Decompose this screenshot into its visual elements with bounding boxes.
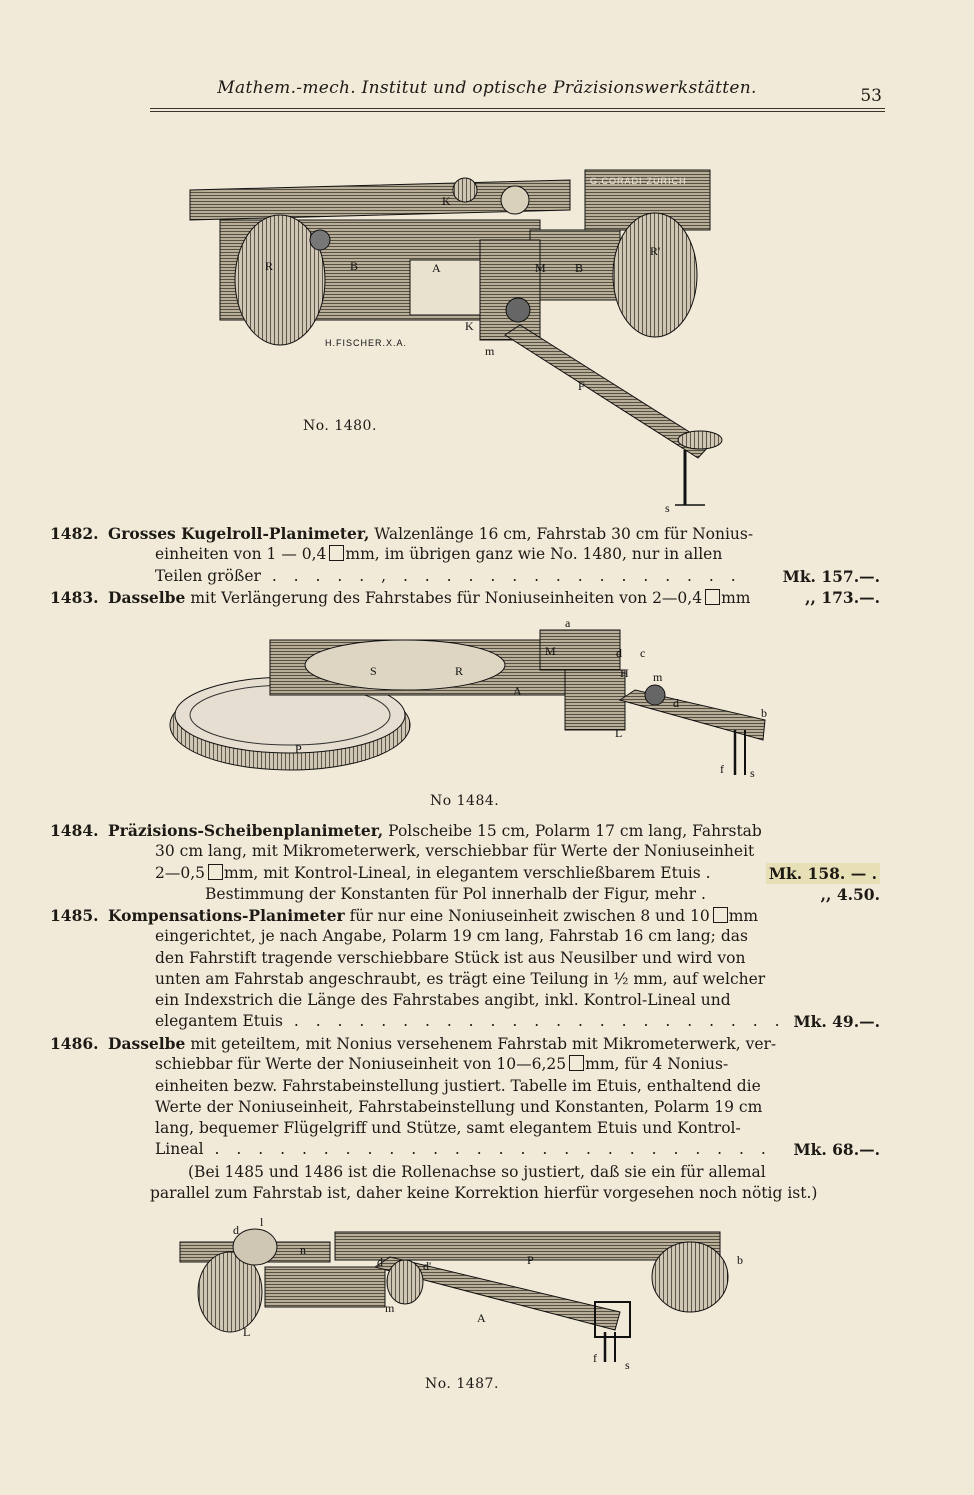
entry-1483 — [50, 587, 880, 608]
svg-text:A: A — [477, 1311, 486, 1325]
leader-dots: . . . . . . . . . . . . . . . . . . . . . . . — [282, 1012, 786, 1031]
entry-text: mit Verlängerung des Fahrstabes für Noniuseinheiten von 2—0,4 — [190, 589, 703, 607]
entry-text: eingerichtet, je nach Angabe, Polarm 19 cm lang, Fahrstab 16 cm lang; das — [155, 927, 748, 946]
entry-number: 1485. — [50, 906, 99, 925]
figure-1484-illustration — [165, 615, 780, 790]
svg-text:H.FISCHER.X.A.: H.FISCHER.X.A. — [325, 338, 408, 348]
svg-text:F: F — [578, 379, 585, 393]
entry-text: 2—0,5 — [155, 863, 206, 882]
square-symbol — [208, 864, 223, 880]
svg-text:b: b — [737, 1253, 743, 1267]
entry-text: einheiten bezw. Fahrstabeinstellung justiert. Tabelle im Etuis, enthaltend die — [155, 1076, 761, 1095]
svg-text:B: B — [350, 259, 359, 273]
svg-text:B: B — [575, 261, 584, 275]
entry-text: Walzenlänge 16 cm, Fahrstab 30 cm für Nonius- — [374, 525, 754, 543]
svg-text:d: d — [616, 646, 622, 660]
entry-text: mm — [728, 907, 759, 925]
entry-number: 1483. — [50, 588, 99, 607]
square-symbol — [329, 545, 344, 561]
header-rule-bottom — [150, 111, 885, 112]
svg-text:M: M — [545, 644, 556, 658]
entry-text: lang, bequemer Flügelgriff und Stütze, samt elegantem Etuis und Kontrol- — [155, 1119, 741, 1138]
square-symbol — [569, 1055, 584, 1071]
entry-text: mit geteiltem, mit Nonius versehenem Fahrstab mit Mikrometerwerk, ver- — [190, 1035, 777, 1053]
footnote-line: parallel zum Fahrstab ist, daher keine Korrektion hierfür vorgesehen noch nötig ist.) — [150, 1184, 818, 1203]
figure-1487-illustration — [175, 1212, 765, 1377]
svg-text:m: m — [485, 344, 495, 358]
entry-text: Bestimmung der Konstanten für Pol innerhalb der Figur, mehr . — [205, 884, 706, 903]
entry-text: schiebbar für Werte der Noniuseinheit von 10—6,25 — [155, 1055, 567, 1074]
page-number: 53 — [860, 86, 882, 106]
svg-text:s: s — [665, 501, 670, 515]
footnote-line: (Bei 1485 und 1486 ist die Rollenachse so justiert, daß sie ein für allemal — [188, 1163, 766, 1181]
entry-text: einheiten von 1 — 0,4 — [155, 545, 327, 564]
entry-number: 1484. — [50, 821, 99, 840]
svg-text:H: H — [620, 666, 629, 680]
entry-text: Lineal — [155, 1140, 204, 1159]
entry-text: den Fahrstift tragende verschiebbare Stück ist aus Neusilber und wird von — [155, 948, 746, 967]
entry-1485 — [50, 905, 880, 1033]
square-symbol — [713, 907, 728, 923]
price: Mk. 49.—. — [793, 1012, 880, 1032]
figure-1484-caption: No 1484. — [430, 793, 500, 809]
entry-1484 — [50, 820, 880, 905]
svg-text:s: s — [625, 1358, 630, 1372]
entry-text: 30 cm lang, mit Mikrometerwerk, verschiebbar für Werte der Noniuseinheit — [155, 842, 755, 861]
svg-text:P: P — [295, 742, 302, 756]
product-name: Präzisions-Scheibenplanimeter, — [108, 821, 384, 840]
product-name: Grosses Kugelroll-Planimeter, — [108, 524, 370, 543]
entry-number: 1486. — [50, 1034, 99, 1053]
svg-text:s: s — [750, 766, 755, 780]
leader-dots: . . . . . , . . . . . . . . . . . . . . . . — [260, 566, 742, 585]
svg-text:M: M — [535, 261, 546, 275]
svg-text:R': R' — [650, 244, 661, 258]
svg-text:f: f — [593, 1351, 597, 1365]
svg-text:A: A — [513, 684, 522, 698]
entry-text: Polscheibe 15 cm, Polarm 17 cm lang, Fahrstab — [388, 822, 762, 840]
svg-text:R: R — [265, 259, 274, 273]
svg-text:m: m — [653, 670, 663, 684]
svg-text:d: d — [673, 696, 679, 710]
entry-text: mm — [721, 589, 751, 607]
entry-text: elegantem Etuis — [155, 1012, 283, 1031]
price: ,, 173.—. — [805, 588, 880, 607]
entry-text: mm, mit Kontrol-Lineal, in elegantem verschließbarem Etuis . — [224, 863, 711, 882]
svg-text:c: c — [640, 646, 646, 660]
svg-text:P: P — [527, 1253, 534, 1267]
entry-text: ein Indexstrich die Länge des Fahrstabes angibt, inkl. Kontrol-Lineal und — [155, 991, 731, 1010]
svg-text:d: d — [233, 1223, 239, 1237]
header-rule-top — [150, 108, 885, 109]
svg-text:d': d' — [423, 1259, 432, 1273]
svg-text:f: f — [720, 762, 724, 776]
svg-text:L: L — [615, 726, 623, 740]
entry-text: Teilen größer — [155, 566, 261, 585]
svg-text:S: S — [370, 664, 377, 678]
footnote — [150, 1162, 820, 1205]
svg-text:l: l — [260, 1215, 264, 1229]
svg-text:K: K — [442, 194, 451, 208]
page-header-title: Mathem.-mech. Institut und optische Präzisionswerkstätten. — [217, 78, 757, 98]
entry-1482 — [50, 523, 880, 587]
product-name: Dasselbe — [108, 588, 186, 607]
entry-text: Werte der Noniuseinheit, Fahrstabeinstellung und Konstanten, Polarm 19 cm — [155, 1097, 763, 1116]
product-name: Kompensations-Planimeter — [108, 906, 345, 925]
product-name: Dasselbe — [108, 1034, 186, 1053]
entry-1486 — [50, 1033, 880, 1161]
svg-text:n: n — [300, 1243, 306, 1257]
svg-text:L: L — [243, 1325, 251, 1339]
entry-text: unten am Fahrstab angeschraubt, es trägt eine Teilung in ½ mm, auf welcher — [155, 969, 766, 988]
entry-text: mm, für 4 Nonius- — [585, 1055, 729, 1074]
svg-text:G.CORADI·ZÜRICH: G.CORADI·ZÜRICH — [590, 176, 687, 186]
figure-1480-illustration — [170, 150, 730, 520]
svg-text:A: A — [432, 261, 441, 275]
svg-text:a: a — [565, 616, 571, 630]
price-extra: ,, 4.50. — [820, 884, 880, 904]
square-symbol — [705, 589, 720, 605]
svg-text:d: d — [377, 1255, 383, 1269]
svg-text:K: K — [465, 319, 474, 333]
figure-1480-caption: No. 1480. — [303, 418, 377, 434]
leader-dots: . . . . . . . . . . . . . . . . . . . . . . . . . . — [203, 1140, 772, 1159]
entry-number: 1482. — [50, 524, 99, 543]
figure-1487-caption: No. 1487. — [425, 1376, 499, 1392]
price: Mk. 158. — . — [766, 863, 880, 884]
svg-text:m: m — [385, 1301, 395, 1315]
price: Mk. 68.—. — [793, 1140, 880, 1160]
entry-text: für nur eine Noniuseinheit zwischen 8 und 10 — [349, 907, 710, 925]
svg-text:R: R — [455, 664, 464, 678]
entry-text: mm, im übrigen ganz wie No. 1480, nur in allen — [345, 545, 723, 564]
svg-text:b: b — [761, 706, 767, 720]
price: Mk. 157.—. — [782, 566, 880, 586]
